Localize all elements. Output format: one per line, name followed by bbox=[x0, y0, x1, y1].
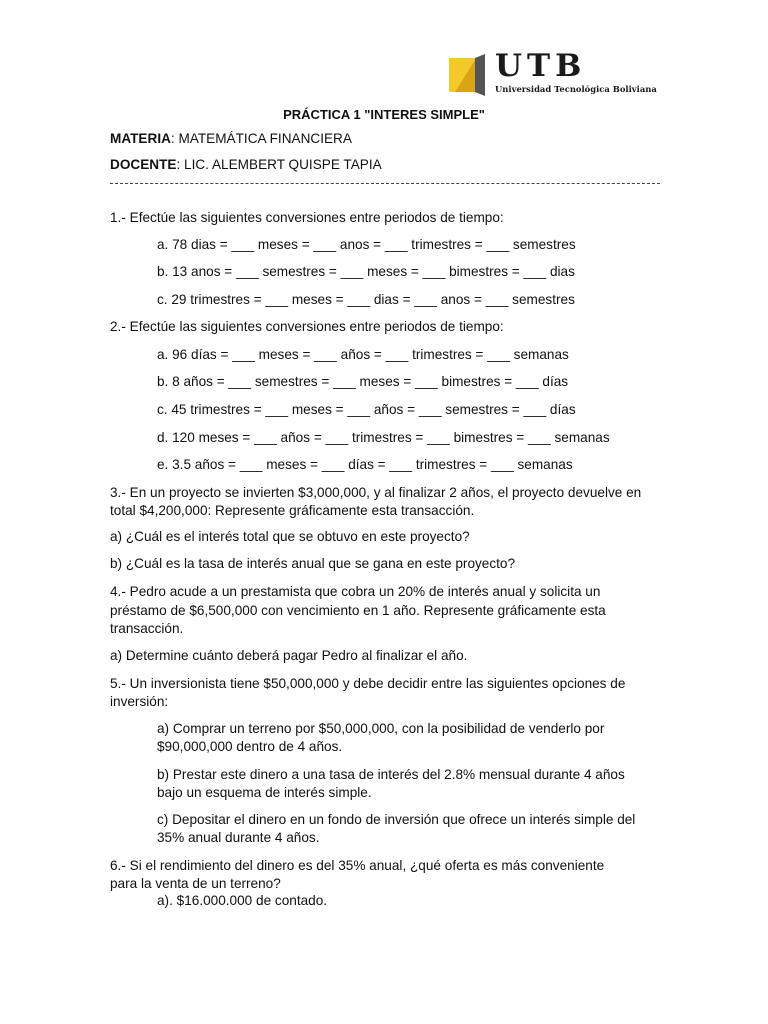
q5-option-c-line-2: 35% anual durante 4 años. bbox=[157, 830, 320, 845]
q2-item-b: b. 8 años = ___ semestres = ___ meses = ___ bimestres = ___ días bbox=[157, 374, 569, 389]
question-3-line-1: 3.- En un proyecto se invierten $3,000,000, y al finalizar 2 años, el proyecto devuelve en bbox=[110, 485, 642, 500]
dashed-divider bbox=[110, 183, 660, 184]
docente-label: DOCENTE bbox=[110, 157, 177, 172]
docente-value: : LIC. ALEMBERT QUISPE TAPIA bbox=[176, 157, 382, 172]
question-6-line-2: para la venta de un terreno? bbox=[110, 876, 281, 891]
q6-option-a: a). $16.000.000 de contado. bbox=[157, 893, 328, 908]
q2-item-c: c. 45 trimestres = ___ meses = ___ años = ___ semestres = ___ días bbox=[157, 402, 576, 417]
question-4-line-2: préstamo de $6,500,000 con vencimiento en 1 año. Represente gráficamente esta bbox=[110, 603, 606, 618]
brand-name: UTB bbox=[495, 48, 587, 84]
q2-item-d: d. 120 meses = ___ años = ___ trimestres = ___ bimestres = ___ semanas bbox=[157, 430, 610, 445]
question-4-line-1: 4.- Pedro acude a un prestamista que cobra un 20% de interés anual y solicita un bbox=[110, 584, 601, 599]
q5-option-b-line-1: b) Prestar este dinero a una tasa de interés del 2.8% mensual durante 4 años bbox=[157, 767, 625, 782]
question-3-line-2: total $4,200,000: Represente gráficamente esta transacción. bbox=[110, 503, 475, 518]
q3-part-a: a) ¿Cuál es el interés total que se obtuvo en este proyecto? bbox=[110, 529, 470, 544]
question-5-line-2: inversión: bbox=[110, 694, 169, 709]
materia-line bbox=[110, 130, 352, 148]
q1-item-c: c. 29 trimestres = ___ meses = ___ dias = ___ anos = ___ semestres bbox=[157, 292, 575, 307]
question-5-line-1: 5.- Un inversionista tiene $50,000,000 y debe decidir entre las siguientes opciones de bbox=[110, 676, 626, 691]
docente-line bbox=[110, 156, 382, 174]
utb-emblem-icon bbox=[447, 52, 487, 100]
utb-logo bbox=[447, 48, 661, 102]
question-4-line-3: transacción. bbox=[110, 621, 184, 636]
university-name: Universidad Tecnológica Boliviana bbox=[495, 84, 657, 94]
materia-label: MATERIA bbox=[110, 131, 171, 146]
q2-item-e: e. 3.5 años = ___ meses = ___ días = ___ trimestres = ___ semanas bbox=[157, 457, 573, 472]
page-title: PRÁCTICA 1 "INTERES SIMPLE" bbox=[283, 107, 485, 122]
question-6-line-1: 6.- Si el rendimiento del dinero es del 35% anual, ¿qué oferta es más conveniente bbox=[110, 858, 605, 873]
q1-item-a: a. 78 dias = ___ meses = ___ anos = ___ trimestres = ___ semestres bbox=[157, 237, 576, 252]
q3-part-b: b) ¿Cuál es la tasa de interés anual que se gana en este proyecto? bbox=[110, 556, 516, 571]
q5-option-a-line-1: a) Comprar un terreno por $50,000,000, con la posibilidad de venderlo por bbox=[157, 721, 605, 736]
materia-value: : MATEMÁTICA FINANCIERA bbox=[170, 131, 352, 146]
q4-part-a: a) Determine cuánto deberá pagar Pedro al finalizar el año. bbox=[110, 648, 468, 663]
q2-item-a: a. 96 días = ___ meses = ___ años = ___ trimestres = ___ semanas bbox=[157, 347, 569, 362]
question-1-title: 1.- Efectúe las siguientes conversiones entre periodos de tiempo: bbox=[110, 210, 504, 225]
q1-item-b: b. 13 anos = ___ semestres = ___ meses = ___ bimestres = ___ dias bbox=[157, 264, 575, 279]
q5-option-a-line-2: $90,000,000 dentro de 4 años. bbox=[157, 739, 343, 754]
question-2-title: 2.- Efectúe las siguientes conversiones entre periodos de tiempo: bbox=[110, 319, 504, 334]
q5-option-b-line-2: bajo un esquema de interés simple. bbox=[157, 785, 372, 800]
q5-option-c-line-1: c) Depositar el dinero en un fondo de inversión que ofrece un interés simple del bbox=[157, 812, 636, 827]
